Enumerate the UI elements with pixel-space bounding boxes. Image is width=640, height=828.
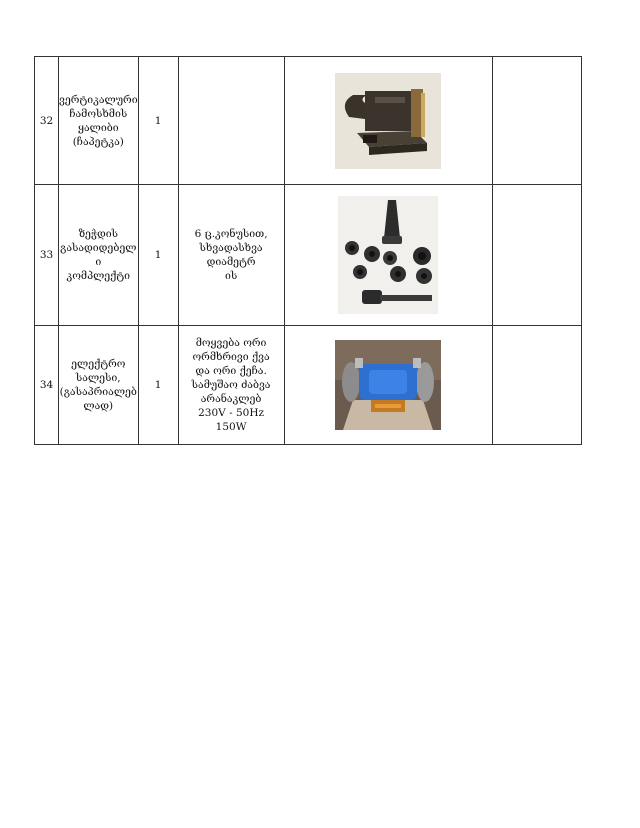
table-row xyxy=(35,185,582,326)
row-number: 32 xyxy=(35,57,59,185)
item-name-line: ი xyxy=(95,256,102,268)
empty-cell xyxy=(492,57,581,185)
item-description xyxy=(178,185,284,326)
description-line: მოყვება ორი xyxy=(195,337,267,349)
description-line: სხვადასხვა დიამეტრ xyxy=(199,242,263,268)
vertical-casting-mold-photo xyxy=(335,73,441,169)
item-photo-cell xyxy=(284,57,492,185)
item-name-line: სალესი, xyxy=(75,372,121,384)
empty-cell xyxy=(492,326,581,445)
item-name-line: ლად) xyxy=(83,400,114,412)
item-name-line: (გასაპრიალებ xyxy=(59,386,137,398)
empty-cell xyxy=(492,185,581,326)
item-description xyxy=(178,326,284,445)
description-line: სამუშაო ძაბვა xyxy=(191,379,271,391)
inventory-table xyxy=(34,56,582,445)
item-name-line: კომპლექტი xyxy=(66,270,131,282)
description-line: ორმხრივი ქვა xyxy=(192,351,270,363)
item-name-line: ვერტიკალური xyxy=(59,93,138,106)
item-name xyxy=(59,185,139,326)
description-line: და ორი ქეჩა. xyxy=(195,365,267,377)
item-name-line: ჩამოსხმის xyxy=(69,107,128,120)
item-name xyxy=(59,326,139,445)
item-name-line: (ჩაპეტკა) xyxy=(72,135,124,148)
item-name-line: ელექტრო xyxy=(71,358,126,370)
item-name-line: გასადიდებელ xyxy=(60,242,137,254)
row-number: 33 xyxy=(35,185,59,326)
expander-kit-photo xyxy=(338,196,438,314)
item-photo-cell xyxy=(284,326,492,445)
description-line: ის xyxy=(224,270,238,282)
item-description xyxy=(178,57,284,185)
item-name-line: ყალიბი xyxy=(77,121,119,134)
item-quantity: 1 xyxy=(138,326,178,445)
description-line: არანაკლებ xyxy=(200,393,262,405)
description-line: 150W xyxy=(215,421,247,433)
description-line: 6 ც.კონუსით, xyxy=(194,228,268,240)
description-line: 230V - 50Hz xyxy=(198,407,265,419)
row-number: 34 xyxy=(35,326,59,445)
item-quantity: 1 xyxy=(138,57,178,185)
item-name-line: ზეჭდის xyxy=(78,228,118,240)
item-quantity: 1 xyxy=(138,185,178,326)
table-row xyxy=(35,57,582,185)
bench-grinder-photo xyxy=(335,340,441,430)
table-row xyxy=(35,326,582,445)
item-name xyxy=(59,57,139,185)
item-photo-cell xyxy=(284,185,492,326)
